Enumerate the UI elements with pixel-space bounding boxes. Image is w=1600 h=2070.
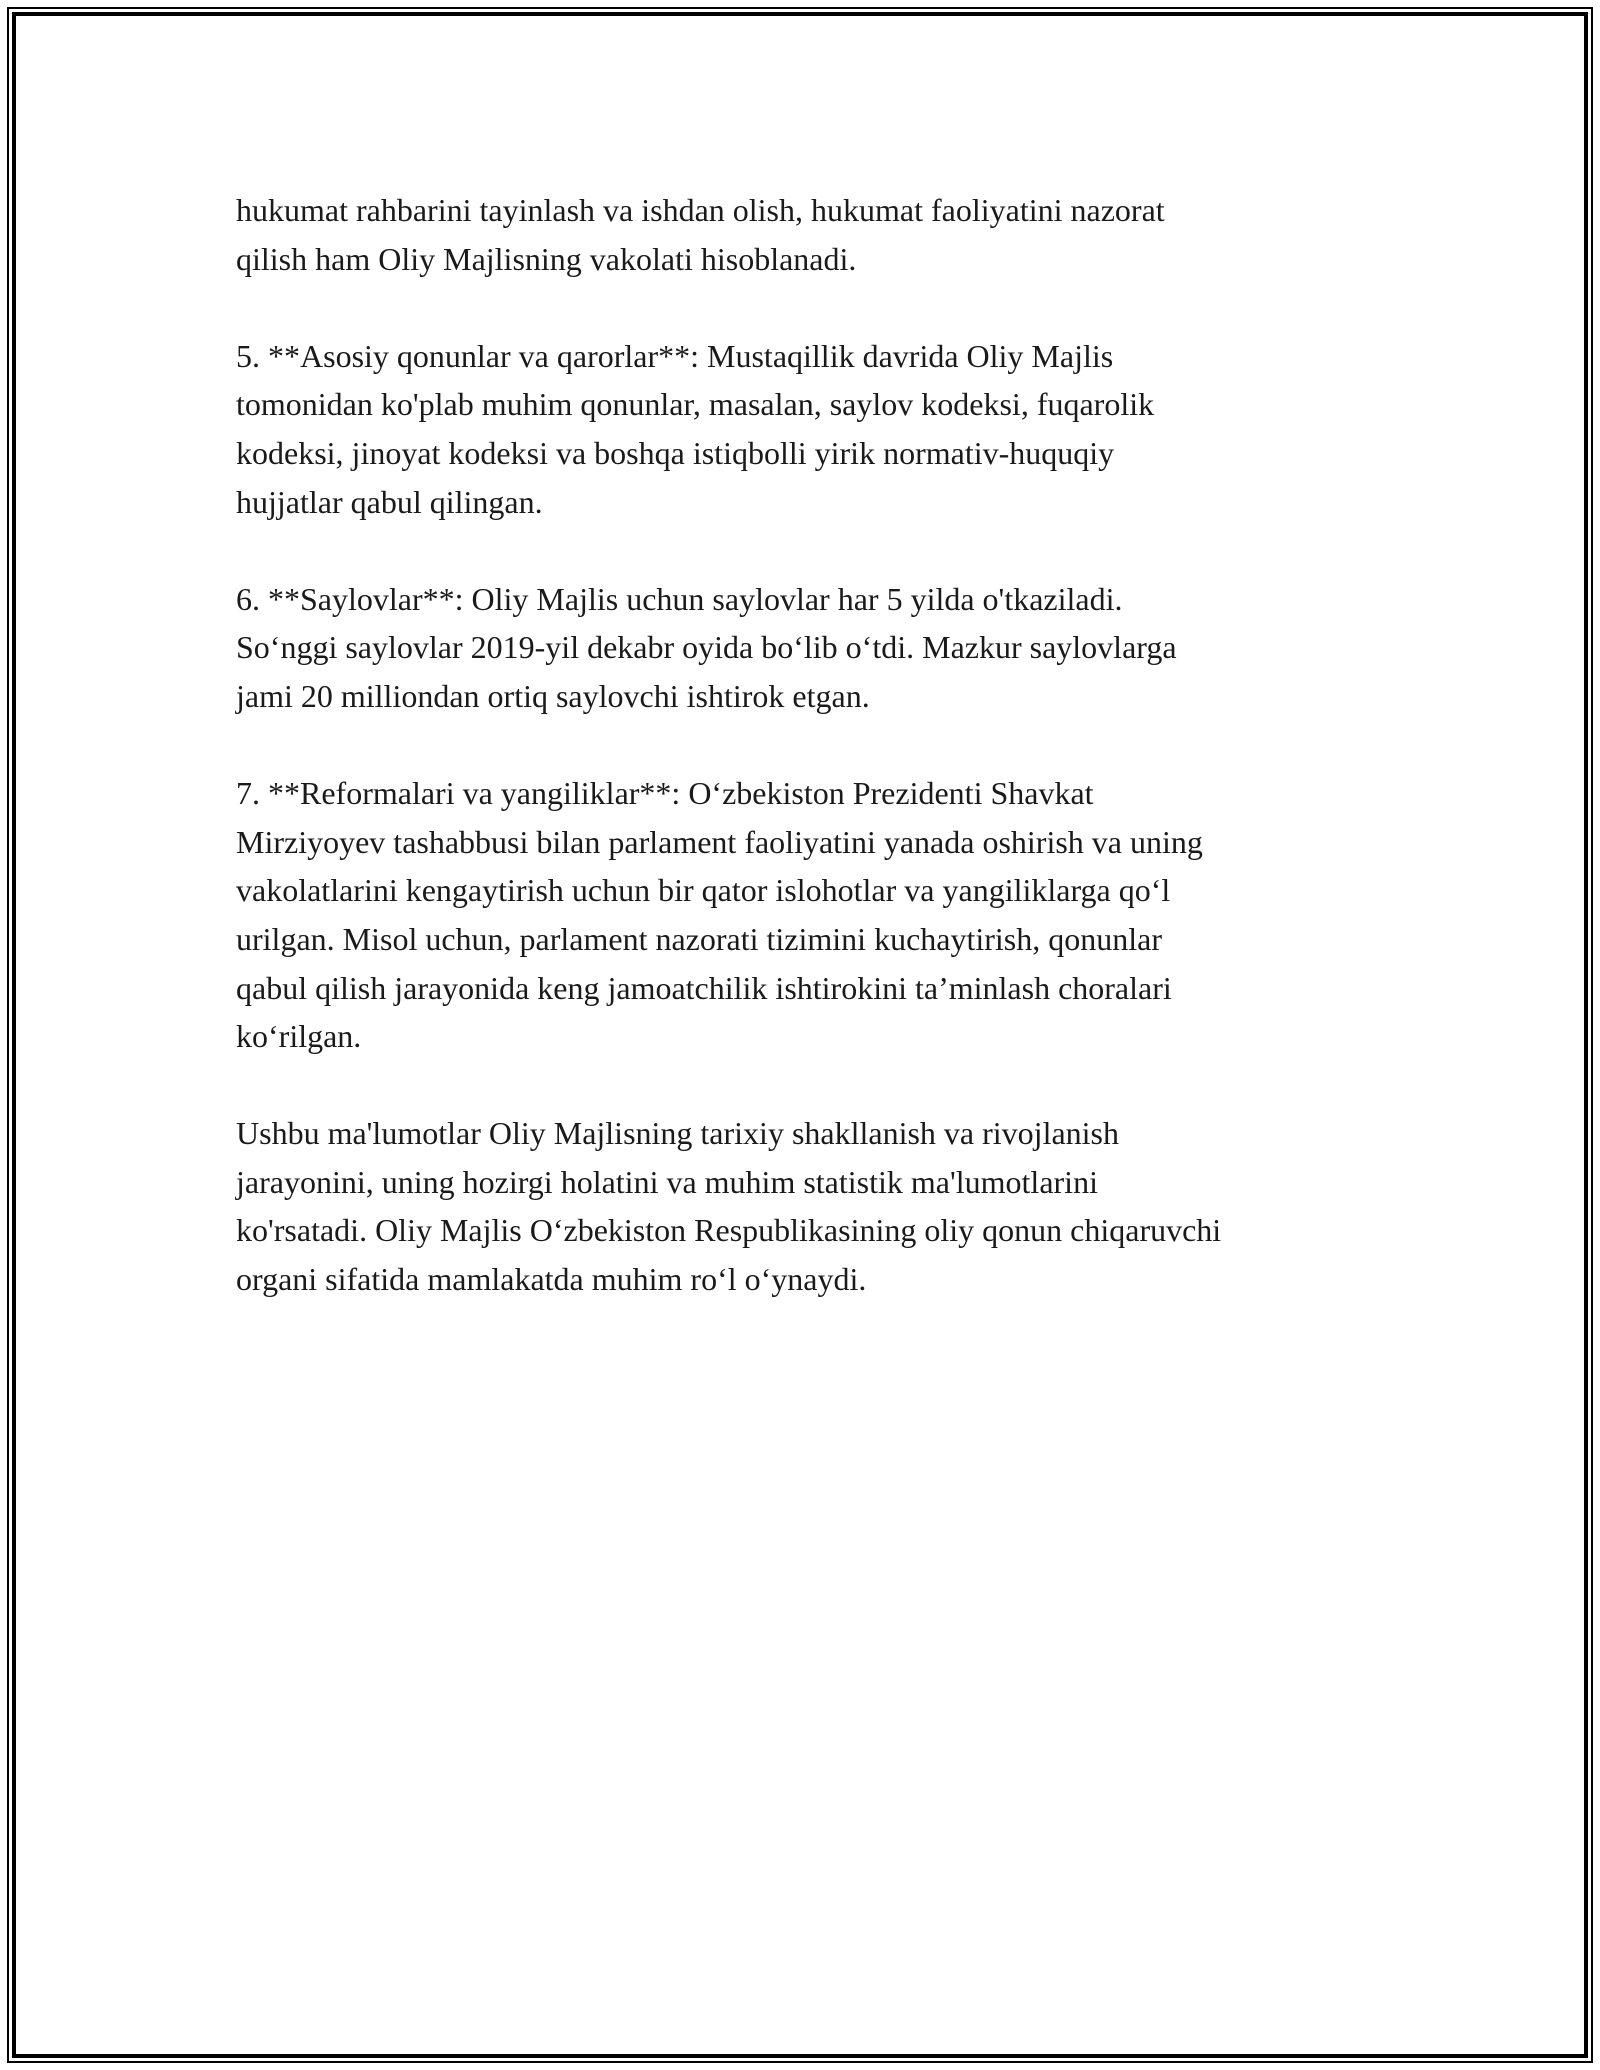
paragraph-item-7: 7. **Reformalari va yangiliklar**: O‘zbekiston Prezidenti Shavkat Mirziyoyev tashabbusi bilan parlament faoliyatini yanada oshirish va uning vakolatlarini kengaytirish uchun bir qator islohotlar va yangiliklarga qo‘l urilgan. Misol uchun, parlament nazorati tizimini kuchaytirish, qonunlar qabul qilish jarayonida keng jamoatchilik ishtirokini ta’minlash choralari ko‘rilgan. bbox=[236, 775, 1203, 1055]
document-body bbox=[236, 186, 1376, 1304]
paragraph-continuation: hukumat rahbarini tayinlash va ishdan olish, hukumat faoliyatini nazorat qilish ham Oliy Majlisning vakolati hisoblanadi. bbox=[236, 192, 1165, 277]
paragraph-item-5: 5. **Asosiy qonunlar va qarorlar**: Mustaqillik davrida Oliy Majlis tomonidan ko'plab muhim qonunlar, masalan, saylov kodeksi, fuqarolik kodeksi, jinoyat kodeksi va boshqa istiqbolli yirik normativ-huquqiy hujjatlar qabul qilingan. bbox=[236, 337, 1155, 520]
paragraph-conclusion: Ushbu ma'lumotlar Oliy Majlisning tarixiy shakllanish va rivojlanish jarayonini, uning hozirgi holatini va muhim statistik ma'lumotlarini ko'rsatadi. Oliy Majlis O‘zbekiston Respublikasining oliy qonun chiqaruvchi organi sifatida mamlakatda muhim ro‘l o‘ynaydi. bbox=[236, 1115, 1222, 1298]
paragraph-item-6: 6. **Saylovlar**: Oliy Majlis uchun saylovlar har 5 yilda o'tkaziladi. So‘nggi saylovlar 2019-yil dekabr oyida bo‘lib o‘tdi. Mazkur saylovlarga jami 20 milliondan ortiq saylovchi ishtirok etgan. bbox=[236, 580, 1177, 714]
